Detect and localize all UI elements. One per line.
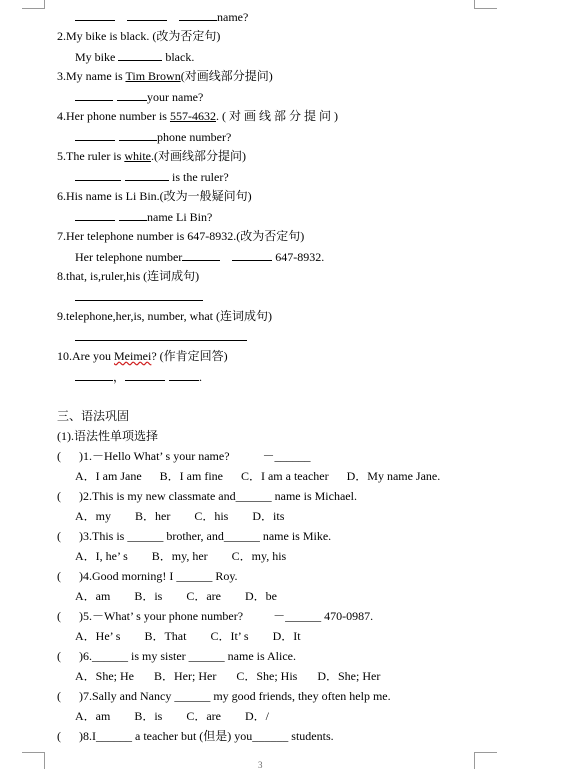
mc-question-2: ( )2.This is my new classmate and______ name is Michael. [57,489,357,503]
mc-question-1: ( )1.－Hello What’ s your name? －______ [57,449,311,463]
mc-options-2: A．my B．her C．his D．its [75,509,285,523]
q10-answer-line: ， . [75,369,202,383]
answer-paren: ( ) [57,449,83,463]
q4-answer-line: phone number? [75,129,231,143]
q6-answer-line: name Li Bin? [75,209,212,223]
answer-paren: ( ) [57,689,83,703]
section-subheading: (1).语法性单项选择 [57,429,158,443]
mc-options-1: A．I am Jane B．I am fine C．I am a teacher D．My name Jane. [75,469,441,483]
mc-options-5: A．He’ s B．That C．It’ s D．It [75,629,301,643]
answer-paren: ( ) [57,649,83,663]
crop-mark-bottom-left [22,752,45,769]
crop-mark-bottom-right [474,752,497,769]
q8-prompt: 8.that, is,ruler,his (连词成句) [57,269,200,283]
q3-prompt: 3.My name is Tim Brown(对画线部分提问) [57,69,273,83]
answer-paren: ( ) [57,529,83,543]
mc-options-3: A．I, he’ s B．my, her C．my, his [75,549,287,563]
section-heading: 三、语法巩固 [57,409,130,423]
mc-question-7: ( )7.Sally and Nancy ______ my good friends, they often help me. [57,689,391,703]
q3-answer-line: your name? [75,89,203,103]
q5-answer-line: is the ruler? [75,169,229,183]
q7-prompt: 7.Her telephone number is 647-8932.(改为否定句) [57,229,305,243]
crop-mark-top-right [474,0,497,9]
mc-options-4: A．am B．is C．are D．be [75,589,277,603]
mc-question-8: ( )8.I______ a teacher but (但是) you______ students. [57,729,334,743]
q10-prompt: 10.Are you Meimei? (作肯定回答) [57,349,228,363]
q2-answer-line: My bike black. [75,50,195,64]
mc-options-6: A．She; He B．Her; Her C．She; His D．She; Her [75,669,381,683]
q9-answer-line [75,329,247,343]
q8-answer-line [75,289,203,303]
q7-answer-line: Her telephone number 647-8932. [75,250,325,264]
mc-question-4: ( )4.Good morning! I ______ Roy. [57,569,238,583]
q4-prompt: 4.Her phone number is 557-4632. ( 对 画 线 部 分 提 问 ) [57,109,338,123]
q9-prompt: 9.telephone,her,is, number, what (连词成句) [57,309,272,323]
answer-paren: ( ) [57,729,83,743]
q5-prompt: 5.The ruler is white.(对画线部分提问) [57,149,246,163]
mc-options-7: A．am B．is C．are D．/ [75,709,270,723]
q6-prompt: 6.His name is Li Bin.(改为一般疑问句) [57,189,252,203]
mc-question-5: ( )5.－What’ s your phone number? －______ 470-0987. [57,609,374,623]
crop-mark-top-left [22,0,45,9]
page-number: 3 [258,760,263,770]
answer-paren: ( ) [57,609,83,623]
q2-prompt: 2.My bike is black. (改为否定句) [57,29,221,43]
mc-question-6: ( )6.______ is my sister ______ name is Alice. [57,649,296,663]
answer-paren: ( ) [57,489,83,503]
q1-answer-line: name? [75,9,248,23]
answer-paren: ( ) [57,569,83,583]
mc-question-3: ( )3.This is ______ brother, and______ name is Mike. [57,529,332,543]
